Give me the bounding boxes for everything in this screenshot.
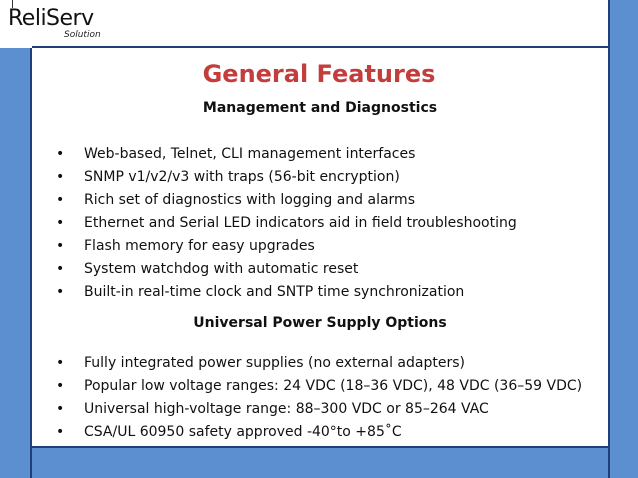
power-list — [56, 352, 582, 444]
list-item-text: Ethernet and Serial LED indicators aid in field troubleshooting — [84, 215, 517, 231]
list-item — [56, 258, 517, 281]
left-decor-band — [0, 48, 32, 478]
list-item — [56, 143, 517, 166]
bullet-icon: • — [56, 424, 65, 440]
list-item-text: Popular low voltage ranges: 24 VDC (18–36 VDC), 48 VDC (36–59 VDC) — [84, 378, 583, 394]
bullet-icon: • — [56, 146, 65, 162]
section-heading-management: Management and Diagnostics — [202, 100, 438, 116]
list-item-text: SNMP v1/v2/v3 with traps (56-bit encryption) — [84, 169, 400, 185]
logo-wordmark: ReliServ — [8, 6, 94, 31]
list-item — [56, 189, 517, 212]
list-item-text: CSA/UL 60950 safety approved -40°to +85˚C — [84, 424, 402, 440]
bullet-icon: • — [56, 355, 65, 371]
section-heading-power: Universal Power Supply Options — [193, 315, 447, 331]
list-item — [56, 235, 517, 258]
list-item-text: Built-in real-time clock and SNTP time synchronization — [84, 284, 465, 300]
list-item — [56, 352, 582, 375]
list-item-text: Flash memory for easy upgrades — [84, 238, 315, 254]
list-item — [56, 212, 517, 235]
bullet-icon: • — [56, 284, 65, 300]
list-item — [56, 398, 582, 421]
bullet-icon: • — [56, 169, 65, 185]
list-item-text: Universal high-voltage range: 88–300 VDC or 85–264 VAC — [84, 401, 489, 417]
slide-title: General Features — [202, 60, 436, 88]
list-item — [56, 421, 582, 444]
list-item-text: System watchdog with automatic reset — [84, 261, 359, 277]
list-item-text: Web-based, Telnet, CLI management interfaces — [84, 146, 416, 162]
logo-tagline: Solution — [64, 30, 101, 40]
bullet-icon: • — [56, 192, 65, 208]
list-item — [56, 166, 517, 189]
bottom-bar-rule — [32, 446, 608, 448]
bullet-icon: • — [56, 238, 65, 254]
list-item — [56, 375, 582, 398]
list-item-text: Rich set of diagnostics with logging and alarms — [84, 192, 415, 208]
bullet-icon: • — [56, 401, 65, 417]
bullet-icon: • — [56, 378, 65, 394]
management-list — [56, 143, 517, 304]
top-rule — [32, 46, 608, 48]
bullet-icon: • — [56, 215, 65, 231]
company-logo — [8, 6, 104, 46]
list-item — [56, 281, 517, 304]
bottom-decor-bar — [32, 446, 608, 478]
bullet-icon: • — [56, 261, 65, 277]
list-item-text: Fully integrated power supplies (no external adapters) — [84, 355, 465, 371]
